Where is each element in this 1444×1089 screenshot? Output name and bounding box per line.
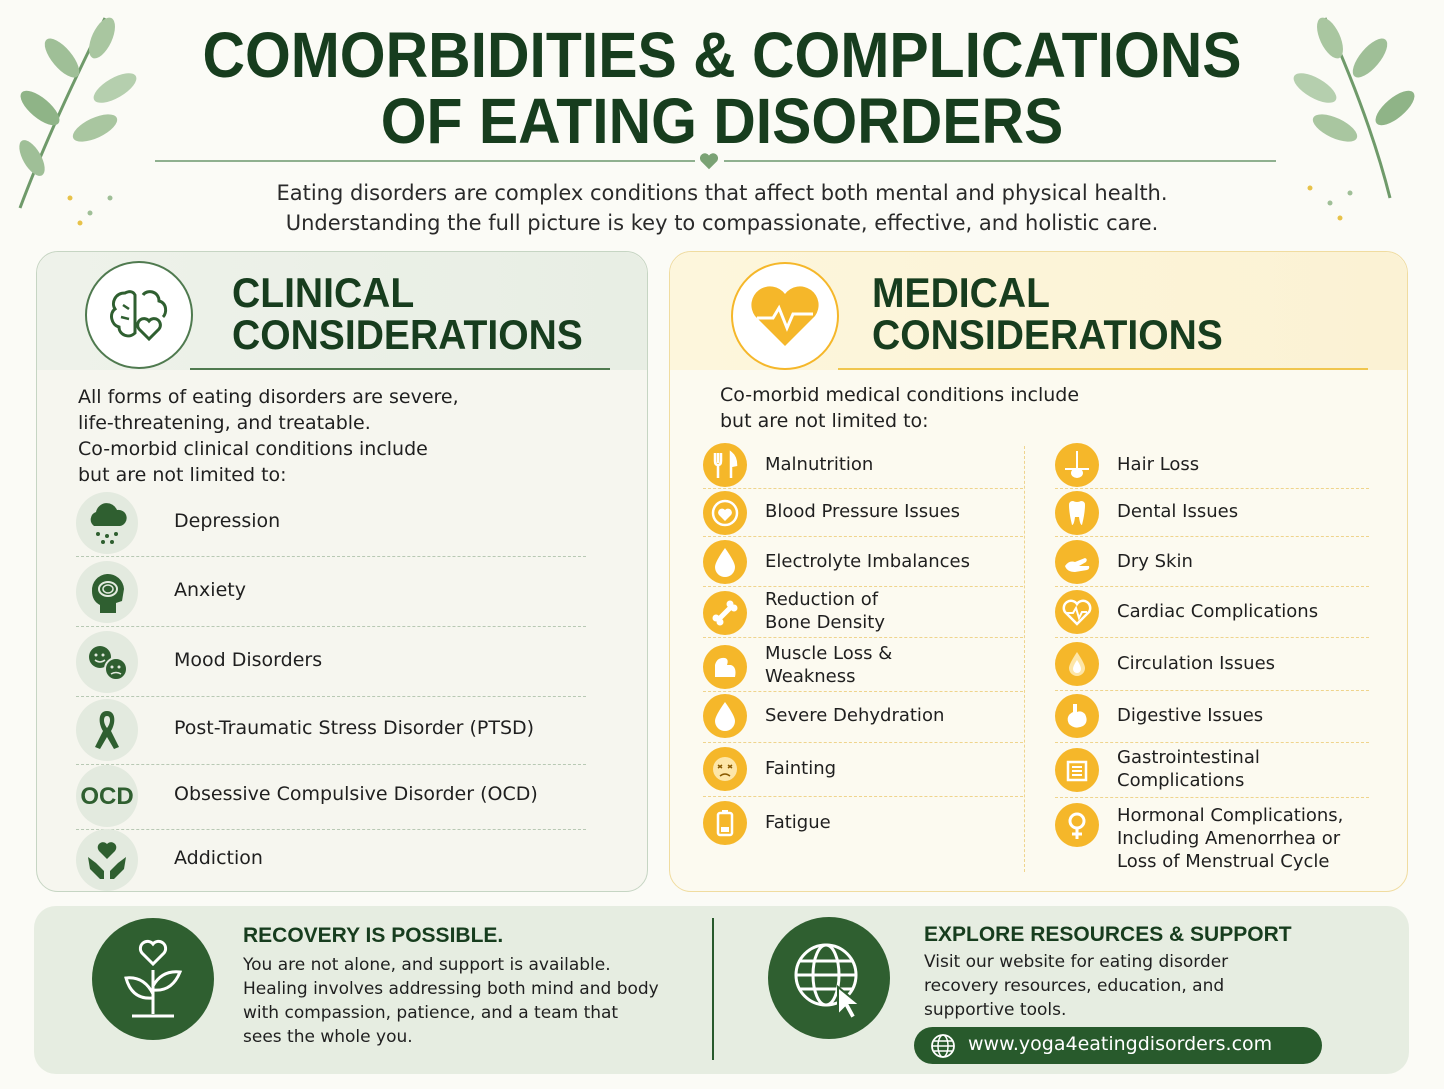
medical-item-dehydration	[703, 691, 1023, 741]
label-line: Weakness	[765, 666, 856, 687]
stomach-icon	[1055, 694, 1099, 738]
label-line: Complications	[1117, 770, 1245, 791]
clinical-item-label: Mood Disorders	[174, 649, 323, 671]
medical-item-label	[1117, 804, 1343, 873]
medical-title-rule	[838, 368, 1368, 370]
medical-intro	[720, 382, 1079, 434]
label-line: Muscle Loss &	[765, 643, 893, 664]
website-url[interactable]: www.yoga4eatingdisorders.com	[968, 1033, 1273, 1055]
medical-item-label: Electrolyte Imbalances	[765, 551, 971, 572]
title-line-2: OF EATING DISORDERS	[380, 85, 1064, 157]
brain-heart-icon	[85, 261, 193, 369]
intro-text	[0, 178, 1444, 238]
droplet-icon	[703, 540, 747, 584]
clinical-title-line-2: CONSIDERATIONS	[232, 311, 583, 358]
blood-drop-icon	[1055, 642, 1099, 686]
medical-item-fatigue	[703, 798, 1023, 848]
recovery-title: RECOVERY IS POSSIBLE.	[243, 924, 504, 947]
hair-follicle-icon	[1055, 443, 1099, 487]
resources-title: EXPLORE RESOURCES & SUPPORT	[924, 923, 1292, 946]
resources-line: Visit our website for eating disorder	[924, 952, 1229, 972]
medical-divider	[1055, 797, 1369, 798]
medical-item-hair-loss	[1055, 440, 1369, 490]
heart-icon	[698, 150, 720, 172]
label-line: Including Amenorrhea or	[1117, 828, 1341, 849]
medical-item-label	[765, 588, 885, 634]
medical-item-bone-density	[703, 588, 1023, 638]
muscle-icon	[703, 645, 747, 689]
clinical-item-ocd	[74, 763, 586, 829]
medical-item-hormonal	[1055, 800, 1369, 876]
resources-text	[924, 950, 1228, 1022]
intestines-icon	[1055, 748, 1099, 792]
clinical-divider	[76, 626, 586, 627]
label-line: Bone Density	[765, 612, 885, 633]
medical-item-dry-skin	[1055, 537, 1369, 587]
rain-cloud-icon	[76, 492, 138, 554]
globe-icon	[930, 1033, 956, 1059]
clinical-title-rule	[190, 368, 610, 370]
medical-item-label	[765, 642, 892, 688]
clinical-title-line-1: CLINICAL	[232, 269, 415, 316]
clinical-item-anxiety	[74, 559, 586, 625]
medical-item-label: Blood Pressure Issues	[765, 501, 961, 522]
medical-divider	[703, 796, 1023, 797]
medical-divider	[703, 586, 1023, 587]
medical-intro-line: but are not limited to:	[720, 410, 929, 432]
medical-item-electrolytes	[703, 537, 1023, 587]
label-line: Reduction of	[765, 589, 879, 610]
fork-knife-icon	[703, 443, 747, 487]
medical-item-blood-pressure	[703, 488, 1023, 538]
hand-skin-icon	[1055, 540, 1099, 584]
medical-column-divider	[1024, 446, 1025, 872]
title-divider-right	[724, 160, 1276, 162]
clinical-item-label: Addiction	[174, 847, 263, 869]
clinical-item-label: Post-Traumatic Stress Disorder (PTSD)	[174, 717, 535, 739]
clinical-intro-line: but are not limited to:	[78, 464, 287, 486]
ocd-icon-text: OCD	[80, 783, 134, 810]
head-tangle-icon	[76, 561, 138, 623]
medical-title-line-2: CONSIDERATIONS	[872, 311, 1223, 358]
medical-item-label: Digestive Issues	[1117, 705, 1264, 726]
droplet-icon	[703, 694, 747, 738]
recovery-text	[243, 953, 659, 1049]
medical-title	[872, 269, 1223, 358]
clinical-item-depression	[74, 490, 586, 556]
heart-pulse-icon	[1055, 590, 1099, 634]
medical-intro-line: Co-morbid medical conditions include	[720, 384, 1080, 406]
plant-heart-icon	[92, 918, 214, 1040]
medical-divider	[1055, 637, 1369, 638]
medical-item-digestive	[1055, 691, 1369, 741]
title-line-1: COMORBIDITIES & COMPLICATIONS	[202, 19, 1242, 91]
clinical-item-mood-disorders	[74, 629, 586, 695]
clinical-intro-line: Co-morbid clinical conditions include	[78, 438, 428, 460]
clinical-item-label: Obsessive Compulsive Disorder (OCD)	[174, 783, 538, 805]
label-line: Gastrointestinal	[1117, 747, 1260, 768]
medical-item-fainting	[703, 744, 1023, 794]
medical-item-label	[1117, 746, 1260, 792]
medical-item-dental	[1055, 488, 1369, 538]
recovery-line: Healing involves addressing both mind and body	[243, 979, 659, 999]
awareness-ribbon-icon	[76, 699, 138, 761]
blood-pressure-icon	[703, 491, 747, 535]
medical-item-circulation	[1055, 639, 1369, 689]
resources-line: recovery resources, education, and	[924, 976, 1225, 996]
medical-item-malnutrition	[703, 440, 1023, 490]
medical-item-label: Fatigue	[765, 812, 831, 833]
medical-item-label: Malnutrition	[765, 454, 874, 475]
medical-item-label: Fainting	[765, 758, 837, 779]
label-line: Loss of Menstrual Cycle	[1117, 851, 1330, 872]
resources-line: supportive tools.	[924, 1000, 1067, 1020]
hands-heart-icon	[76, 829, 138, 891]
battery-low-icon	[703, 801, 747, 845]
medical-item-label: Dry Skin	[1117, 551, 1193, 572]
medical-item-label: Dental Issues	[1117, 501, 1239, 522]
bottom-divider	[712, 918, 714, 1060]
medical-item-label: Severe Dehydration	[765, 705, 945, 726]
female-symbol-icon	[1055, 803, 1099, 847]
medical-item-muscle-loss	[703, 642, 1023, 692]
medical-divider	[703, 637, 1023, 638]
medical-title-line-1: MEDICAL	[872, 269, 1050, 316]
ocd-text-icon	[76, 765, 138, 827]
page-title	[58, 19, 1386, 157]
clinical-item-label: Anxiety	[174, 579, 246, 601]
clinical-intro-line: life-threatening, and treatable.	[78, 412, 371, 434]
recovery-line: You are not alone, and support is available.	[243, 955, 611, 975]
clinical-item-label: Depression	[174, 510, 281, 532]
intro-line-2: Understanding the full picture is key to compassionate, effective, and holistic care.	[285, 211, 1159, 235]
clinical-title	[232, 269, 583, 358]
medical-item-label: Hair Loss	[1117, 454, 1200, 475]
medical-item-label: Cardiac Complications	[1117, 601, 1319, 622]
faces-icon	[76, 631, 138, 693]
heart-pulse-badge-icon	[731, 262, 839, 370]
clinical-divider	[76, 556, 586, 557]
recovery-line: sees the whole you.	[243, 1027, 413, 1047]
globe-cursor-icon	[768, 917, 890, 1039]
tooth-icon	[1055, 491, 1099, 535]
intro-line-1: Eating disorders are complex conditions that affect both mental and physical health.	[276, 181, 1168, 205]
clinical-intro	[78, 384, 459, 488]
medical-divider	[1055, 742, 1369, 743]
medical-item-label: Circulation Issues	[1117, 653, 1276, 674]
recovery-line: with compassion, patience, and a team that	[243, 1003, 619, 1023]
website-link[interactable]	[914, 1027, 1322, 1064]
title-divider-left	[155, 160, 695, 162]
medical-divider	[703, 742, 1023, 743]
medical-item-gastrointestinal	[1055, 745, 1369, 795]
bone-icon	[703, 591, 747, 635]
clinical-item-ptsd	[74, 697, 586, 763]
label-line: Hormonal Complications,	[1117, 805, 1344, 826]
clinical-intro-line: All forms of eating disorders are severe,	[78, 386, 459, 408]
medical-item-cardiac	[1055, 587, 1369, 637]
clinical-item-addiction	[74, 827, 586, 893]
dizzy-face-icon	[703, 747, 747, 791]
